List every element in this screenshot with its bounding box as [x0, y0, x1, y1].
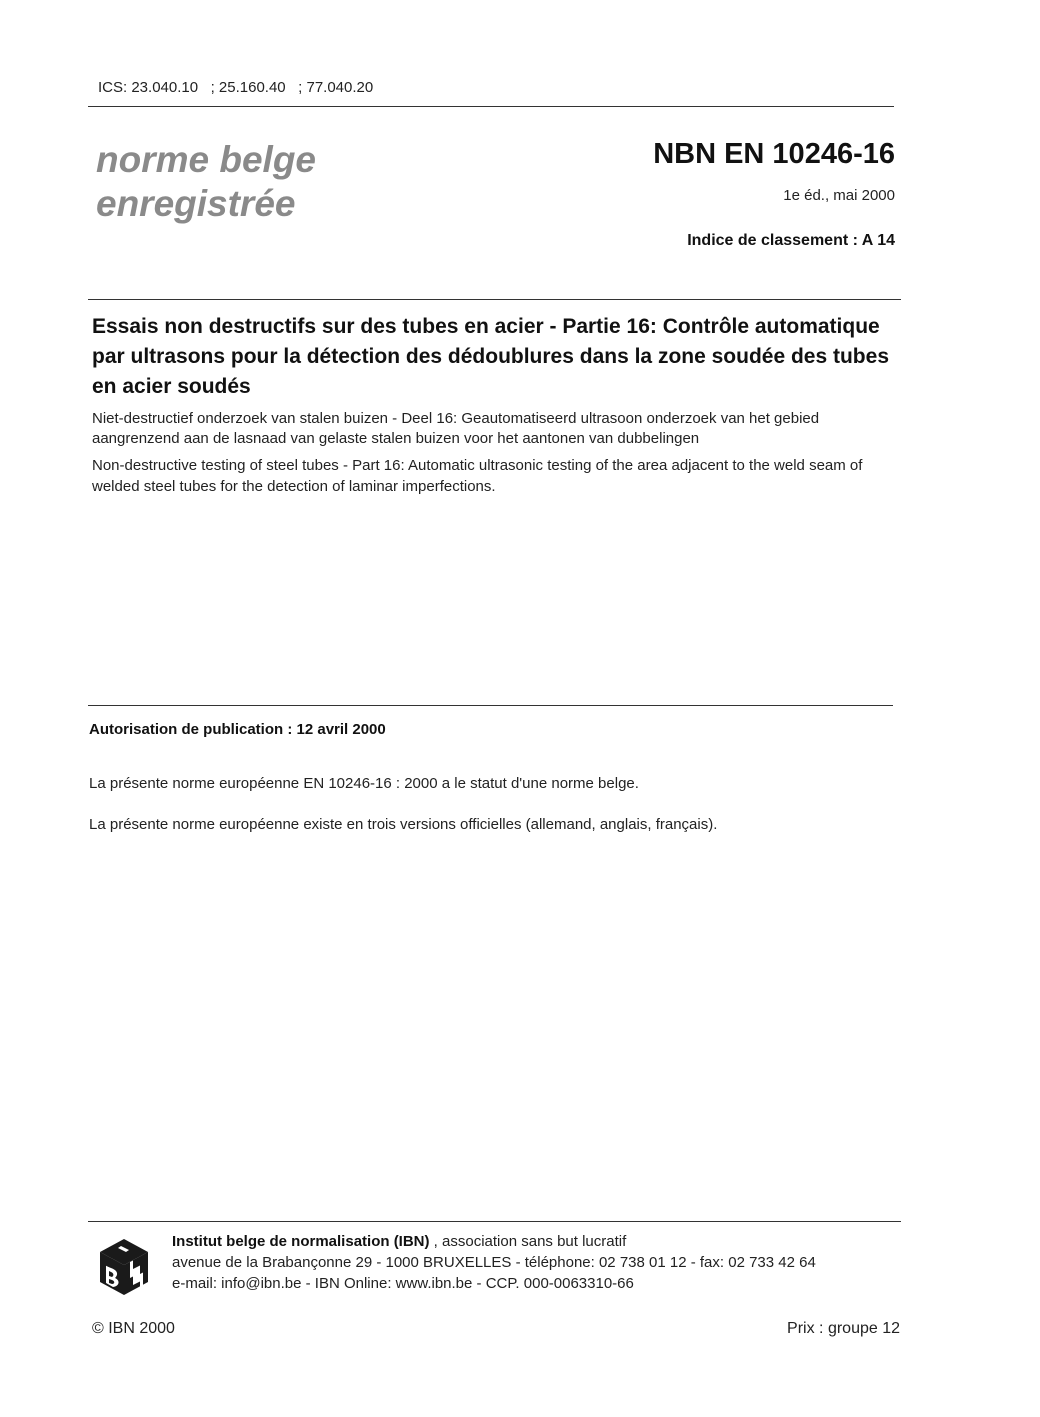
body-divider — [88, 705, 893, 706]
institute-name: Institut belge de normalisation (IBN) — [172, 1233, 430, 1250]
institute-title-line — [172, 1231, 816, 1252]
norme-line-2: enregistrée — [96, 183, 296, 224]
classification-index: Indice de classement : A 14 — [687, 232, 895, 249]
institute-suffix: , association sans but lucratif — [429, 1233, 627, 1250]
copyright-notice: © IBN 2000 — [92, 1320, 175, 1337]
title-french: Essais non destructifs sur des tubes en acier - Partie 16: Contrôle automatique par ultrasons pour la détection des dédoublures dans la zone soudée des tubes en acier soudés — [92, 315, 889, 398]
standard-id: NBN EN 10246-16 — [653, 138, 895, 170]
ibn-logo-icon — [99, 1238, 149, 1296]
norme-line-1: norme belge — [96, 139, 316, 180]
title-english: Non-destructive testing of steel tubes - Part 16: Automatic ultrasonic testing of the area adjacent to the weld seam of welded steel tubes for the detection of laminar imperfections. — [92, 457, 863, 495]
ics-codes: ICS: 23.040.10 ; 25.160.40 ; 77.040.20 — [98, 79, 374, 96]
edition-date: 1e éd., mai 2000 — [783, 187, 895, 204]
norme-belge-heading — [96, 138, 316, 226]
title-dutch: Niet-destructief onderzoek van stalen buizen - Deel 16: Geautomatiseerd ultrasoon onderzoek van het gebied aangrenzend aan de lasnaad van gelaste stalen buizen voor het aantonen van dubbelingen — [92, 410, 820, 447]
institute-address: avenue de la Brabançonne 29 - 1000 BRUXELLES - téléphone: 02 738 01 12 - fax: 02 733 42 64 — [172, 1254, 816, 1271]
status-paragraph: La présente norme européenne EN 10246-16 : 2000 a le statut d'une norme belge. — [89, 775, 639, 792]
institute-contact: e-mail: info@ibn.be - IBN Online: www.ibn.be - CCP. 000-0063310-66 — [172, 1275, 634, 1292]
footer-divider — [88, 1221, 901, 1222]
top-divider — [88, 106, 894, 107]
institute-block — [172, 1231, 816, 1294]
title-divider — [88, 299, 901, 300]
price-group: Prix : groupe 12 — [787, 1320, 900, 1337]
publication-authorization: Autorisation de publication : 12 avril 2000 — [89, 721, 386, 738]
versions-paragraph: La présente norme européenne existe en trois versions officielles (allemand, anglais, français). — [89, 816, 718, 833]
